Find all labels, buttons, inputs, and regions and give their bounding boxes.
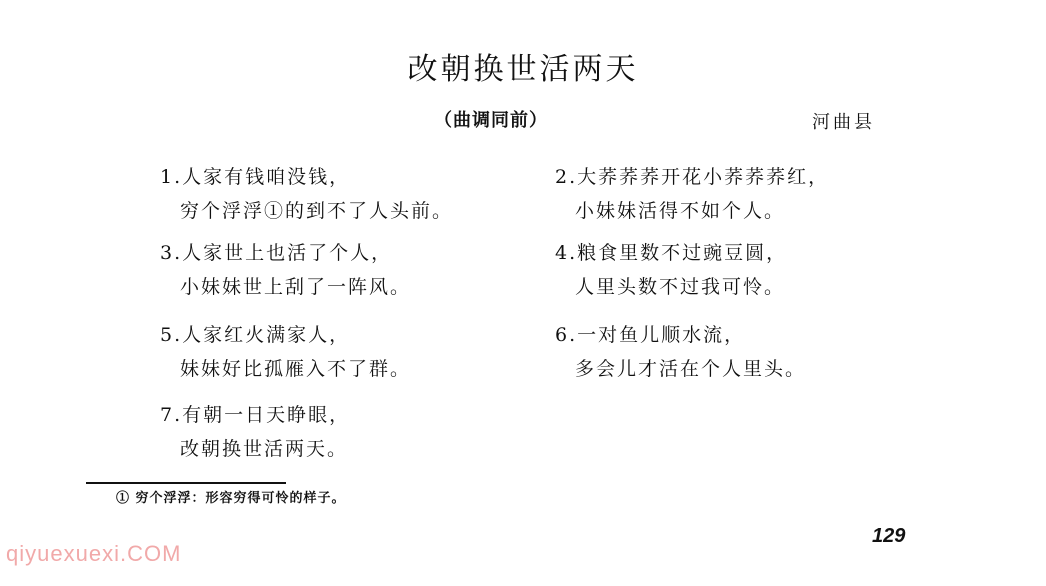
verse-3 (160, 236, 411, 304)
song-title: 改朝换世活两天 (407, 52, 639, 87)
verse-line: 2.大荞荞荞开花小荞荞荞红， (555, 166, 830, 188)
verse-4 (555, 236, 787, 304)
tune-note: （曲调同前） (434, 110, 548, 131)
verse-line: 改朝换世活两天。 (180, 438, 349, 460)
verse-line: 1.人家有钱咱没钱， (160, 166, 351, 188)
verse-line: 小妹妹世上刮了一阵风。 (180, 276, 412, 298)
verse-line: 穷个浮浮①的到不了人头前。 (180, 200, 454, 222)
verse-line: 多会儿才活在个人里头。 (575, 358, 807, 380)
verse-6 (555, 318, 806, 386)
verse-line: 人里头数不过我可怜。 (575, 276, 786, 298)
verse-line: 小妹妹活得不如个人。 (575, 200, 786, 222)
verse-7 (160, 398, 350, 466)
verse-line: 6.一对鱼儿顺水流， (555, 324, 746, 346)
verse-line: 妹妹好比孤雁入不了群。 (180, 358, 412, 380)
verse-1 (160, 160, 453, 228)
footnote: ① 穷个浮浮：形容穷得可怜的样子。 (116, 491, 346, 506)
verse-2 (555, 160, 829, 228)
verse-line: 4.粮食里数不过豌豆圆， (555, 242, 788, 264)
site-watermark: qiyuexuexi.COM (6, 541, 182, 566)
county-label: 河曲县 (812, 112, 875, 133)
verse-5 (160, 318, 411, 386)
footnote-divider (86, 482, 286, 484)
verse-line: 5.人家红火满家人， (160, 324, 351, 346)
verse-line: 3.人家世上也活了个人， (160, 242, 393, 264)
verse-line: 7.有朝一日天睁眼， (160, 404, 351, 426)
page-number: 129 (872, 525, 906, 547)
